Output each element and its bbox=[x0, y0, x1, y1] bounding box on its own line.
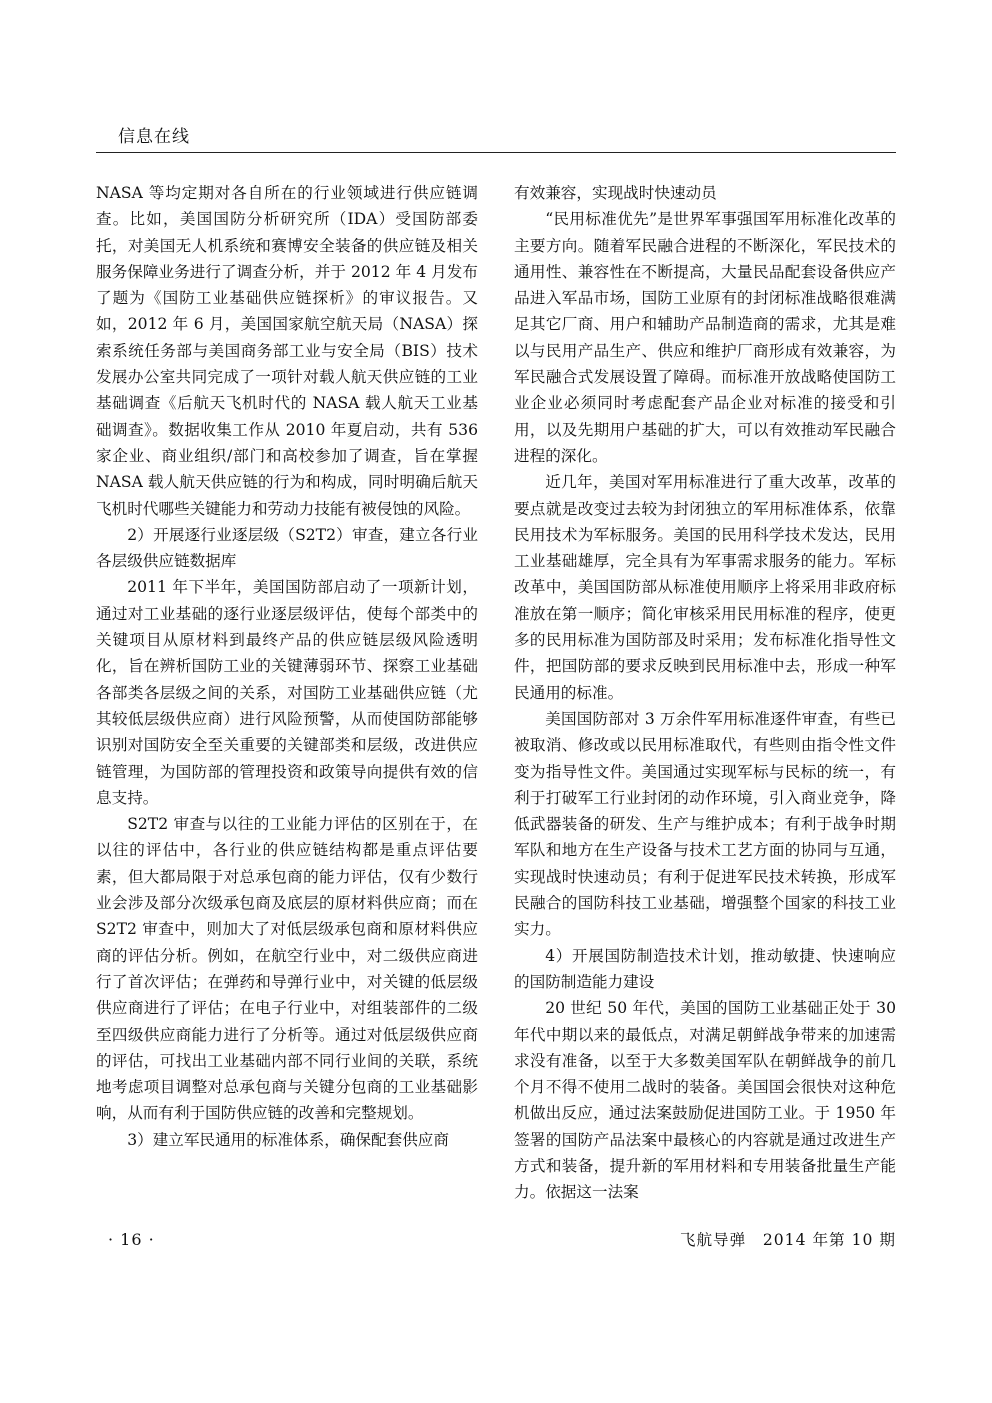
paragraph-continuation: NASA 等均定期对各自所在的行业领域进行供应链调查。比如，美国国防分析研究所（IDA）受国防部委托，对美国无人机系统和赛博安全装备的供应链及相关服务保障业务进行了调查分析，并于 2012 年 4 月发布了题为《国防工业基础供应链探析》的审议报告。又如，2012 年 6 月，美国国家航空航天局（NASA）探索系统任务部与美国商务部工业与安全局（BIS）技术发展办公室共同完成了一项针对载人航天供应链的工业基础调查《后航天飞机时代的 NASA 载人航天工业基础调查》。数据收集工作从 2010 年夏启动，共有 536 家企业、商业组织/部门和高校参加了调查，旨在掌握 NASA 载人航天供应链的行为和构成，同时明确后航天飞机时代哪些关键能力和劳动力技能有被侵蚀的风险。 bbox=[96, 184, 478, 518]
header-rule bbox=[96, 152, 896, 153]
paragraph: S2T2 审查与以往的工业能力评估的区别在于，在以往的评估中，各行业的供应链结构都是重点评估要素，但大都局限于对总承包商的能力评估，仅有少数行业会涉及部分次级承包商及底层的原材料供应商；而在 S2T2 审查中，则加大了对低层级承包商和原材料供应商的评估分析。例如，在航空行业中，对二级供应商进行了首次评估；在弹药和导弹行业中，对关键的低层级供应商进行了评估；在电子行业中，对组装部件的二级至四级供应商能力进行了分析等。通过对低层级供应商的评估，可找出工业基础内部不同行业间的关联，系统地考虑项目调整对总承包商与关键分包商的工业基础影响，从而有利于国防供应链的改善和完整规划。 bbox=[96, 815, 478, 1123]
paragraph: 20 世纪 50 年代，美国的国防工业基础正处于 30 年代中期以来的最低点，对满足朝鲜战争带来的加速需求没有准备，以至于大多数美国军队在朝鲜战争的前几个月不得不使用二战时的装备。美国国会很快对这种危机做出反应，通过法案鼓励促进国防工业。于 1950 年签署的国防产品法案中最核心的内容就是通过改进生产方式和装备，提升新的军用材料和专用装备批量生产能力。依据这一法案 bbox=[514, 999, 896, 1202]
section-heading-2: 2）开展逐行业逐层级（S2T2）审查，建立各行业各层级供应链数据库 bbox=[96, 525, 478, 571]
section-heading-4: 4）开展国防制造技术计划，推动敏捷、快速响应的国防制造能力建设 bbox=[514, 946, 896, 991]
paragraph: 美国国防部对 3 万余件军用标准逐件审查，有些已被取消、修改或以民用标准取代，有些则由指令性文件变为指导性文件。美国通过实现军标与民标的统一，有利于打破军工行业封闭的动作环境，引入商业竞争，降低武器装备的研发、生产与维护成本；有利于战争时期军队和地方在生产设备与技术工艺方面的协同与互通，实现战时快速动员；有利于促进军民技术转换，形成军民融合的国防科技工业基础，增强整个国家的科技工业实力。 bbox=[514, 709, 896, 939]
paragraph: 2011 年下半年，美国国防部启动了一项新计划，通过对工业基础的逐行业逐层级评估，使每个部类中的关键项目从原材料到最终产品的供应链层级风险透明化，旨在辨析国防工业的关键薄弱环节、探察工业基础各部类各层级之间的关系，对国防工业基础供应链（尤其较低层级供应商）进行风险预警，从而使国防部能够识别对国防安全至关重要的关键部类和层级，改进供应链管理，为国防部的管理投资和政策导向提供有效的信息支持。 bbox=[96, 578, 478, 807]
left-column bbox=[96, 180, 478, 1153]
header-title: 信息在线 bbox=[118, 127, 190, 147]
section-heading-3-continuation: 有效兼容，实现战时快速动员 bbox=[514, 184, 717, 202]
page-number: · 16 · bbox=[108, 1230, 155, 1249]
journal-issue: 飞航导弹 2014 年第 10 期 bbox=[679, 1231, 896, 1249]
paragraph: “民用标准优先”是世界军事强国军用标准化改革的主要方向。随着军民融合进程的不断深化，军民技术的通用性、兼容性在不断提高，大量民品配套设备供应产品进入军品市场，国防工业原有的封闭标准战略很难满足其它厂商、用户和辅助产品制造商的需求，尤其是难以与民用产品生产、供应和维护厂商形成有效兼容，为军民融合式发展设置了障碍。而标准开放战略使国防工业企业必须同时考虑配套产品企业对标准的接受和引用，以及先期用户基础的扩大，可以有效推动军民融合进程的深化。 bbox=[514, 210, 896, 465]
section-heading-3: 3）建立军民通用的标准体系，确保配套供应商 bbox=[127, 1130, 449, 1149]
right-column bbox=[514, 180, 896, 1206]
paragraph: 近几年，美国对军用标准进行了重大改革，改革的要点就是改变过去较为封闭独立的军用标准体系，依靠民用技术为军标服务。美国的民用科学技术发达，民用工业基础雄厚，完全具有为军事需求服务的能力。军标改革中，美国国防部从标准使用顺序上将采用非政府标准放在第一顺序；简化审核采用民用标准的程序，使更多的民用标准为国防部及时采用；发布标准化指导性文件，把国防部的要求反映到民用标准中去，形成一种军民通用的标准。 bbox=[514, 473, 896, 702]
